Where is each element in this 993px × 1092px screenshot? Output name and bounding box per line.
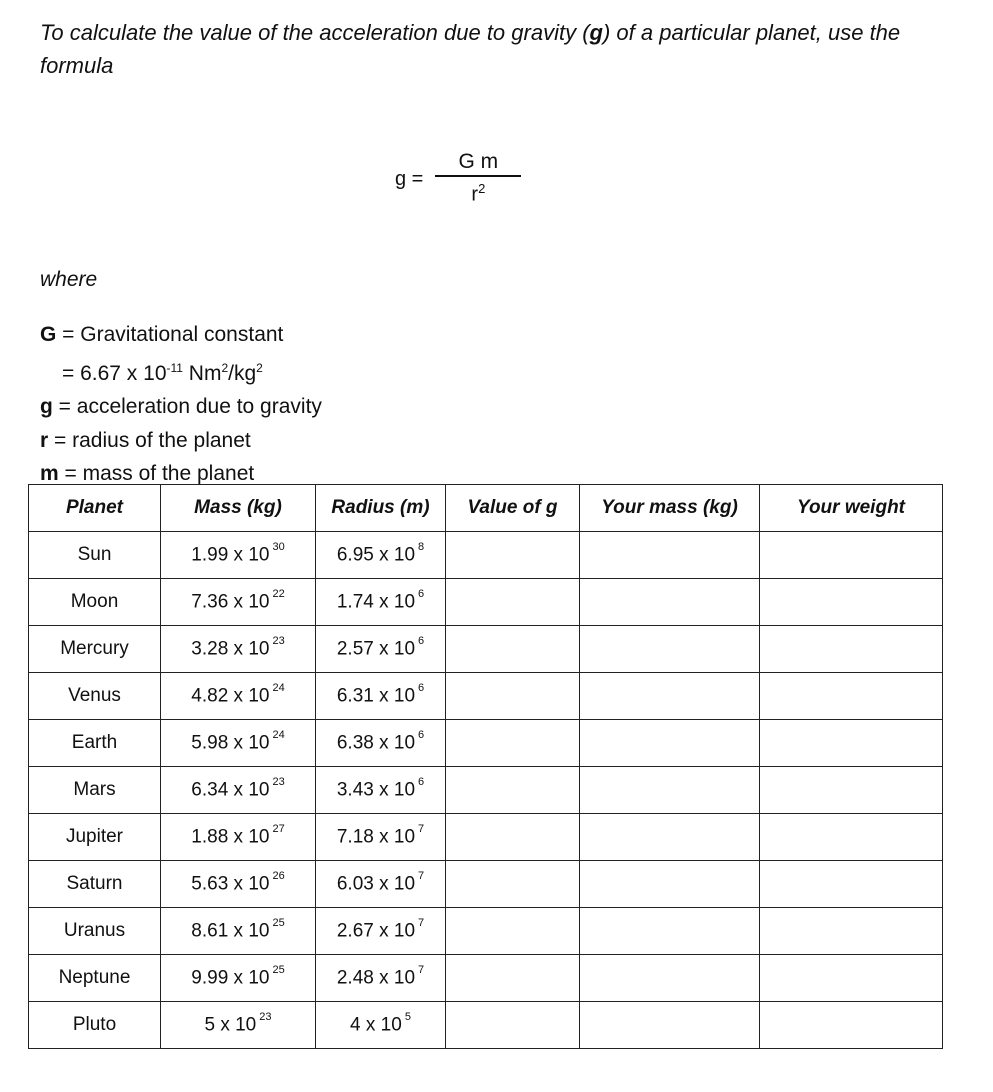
radius-exponent: 6 (418, 587, 425, 600)
g-value-prefix: = 6.67 x 10 (62, 361, 167, 385)
mass-cell (161, 1002, 316, 1049)
definition-g-text: = acceleration due to gravity (52, 395, 322, 418)
mass-exponent: 24 (272, 681, 285, 694)
your-weight-cell[interactable] (760, 955, 943, 1002)
radius-base: 4 x 10 (350, 1014, 402, 1036)
your-weight-cell[interactable] (760, 814, 943, 861)
planet-name: Pluto (72, 1014, 117, 1035)
mass-exponent: 30 (272, 540, 285, 553)
mass-base: 1.99 x 10 (191, 544, 270, 566)
your-weight-cell[interactable] (760, 908, 943, 955)
formula-denominator (471, 179, 485, 205)
radius-base: 2.67 x 10 (336, 920, 416, 942)
table-row (29, 626, 943, 673)
your-mass-cell[interactable] (580, 673, 760, 720)
value-of-g-cell[interactable] (446, 720, 580, 767)
radius-base: 7.18 x 10 (336, 826, 416, 848)
mass-cell (161, 767, 316, 814)
g-value-unit-a-exp: 2 (221, 360, 229, 375)
radius-base: 6.03 x 10 (336, 873, 416, 895)
radius-base: 2.57 x 10 (336, 638, 416, 660)
planet-name-cell (29, 908, 161, 955)
intro-text-after: ) of a particular planet, use the formula (40, 20, 901, 78)
mass-exponent: 26 (272, 869, 285, 882)
planet-name-cell (29, 861, 161, 908)
radius-exponent: 7 (418, 822, 425, 835)
symbol-r: r (40, 428, 49, 452)
definition-G-text: = Gravitational constant (56, 323, 284, 346)
where-label: where (40, 268, 98, 291)
radius-exponent: 7 (418, 869, 425, 882)
your-weight-cell[interactable] (760, 720, 943, 767)
mass-exponent: 23 (272, 634, 285, 647)
value-of-g-cell[interactable] (446, 955, 580, 1002)
value-of-g-cell[interactable] (446, 861, 580, 908)
radius-base: 6.31 x 10 (336, 685, 416, 707)
planet-name-cell (29, 579, 161, 626)
header-planet: Planet (29, 485, 161, 532)
mass-base: 8.61 x 10 (191, 920, 270, 942)
radius-cell (316, 955, 446, 1002)
mass-exponent: 23 (259, 1010, 272, 1023)
your-weight-cell[interactable] (760, 673, 943, 720)
intro-text-before: To calculate the value of the acceleration due to gravity ( (40, 20, 590, 45)
value-of-g-cell[interactable] (446, 908, 580, 955)
radius-base: 1.74 x 10 (336, 591, 416, 613)
table-row (29, 1002, 943, 1049)
table-row (29, 579, 943, 626)
mass-base: 5.63 x 10 (191, 873, 270, 895)
planet-name-cell (29, 767, 161, 814)
planet-name-cell (29, 955, 161, 1002)
your-mass-cell[interactable] (580, 532, 760, 579)
radius-exponent: 6 (418, 775, 425, 788)
g-value-unit-b-exp: 2 (256, 360, 263, 375)
symbol-m: m (40, 462, 59, 485)
radius-cell (316, 861, 446, 908)
planet-name: Moon (70, 591, 119, 612)
mass-cell (161, 720, 316, 767)
mass-base: 4.82 x 10 (191, 685, 270, 707)
mass-exponent: 24 (272, 728, 285, 741)
definition-G (40, 318, 322, 352)
mass-cell (161, 861, 316, 908)
formula-lhs: g = (395, 167, 424, 190)
radius-exponent: 6 (418, 681, 425, 694)
g-value-unit-b: /kg (228, 361, 257, 385)
planet-name: Mars (73, 779, 116, 800)
radius-cell (316, 908, 446, 955)
radius-cell (316, 1002, 446, 1049)
definition-m-text: = mass of the planet (58, 462, 255, 485)
g-value-unit-a: Nm (182, 361, 222, 385)
radius-exponent: 6 (418, 634, 425, 647)
your-mass-cell[interactable] (580, 861, 760, 908)
table-row (29, 767, 943, 814)
header-radius: Radius (m) (316, 485, 446, 532)
your-mass-cell[interactable] (580, 814, 760, 861)
your-weight-cell[interactable] (760, 767, 943, 814)
header-value-of-g: Value of g (446, 485, 580, 532)
table-row (29, 955, 943, 1002)
your-weight-cell[interactable] (760, 532, 943, 579)
your-weight-cell[interactable] (760, 626, 943, 673)
your-weight-cell[interactable] (760, 1002, 943, 1049)
mass-base: 3.28 x 10 (191, 638, 270, 660)
radius-exponent: 7 (418, 963, 425, 976)
your-mass-cell[interactable] (580, 1002, 760, 1049)
your-mass-cell[interactable] (580, 955, 760, 1002)
definition-r-text: = radius of the planet (48, 428, 251, 452)
radius-cell (316, 532, 446, 579)
radius-cell (316, 626, 446, 673)
radius-exponent: 5 (404, 1010, 411, 1023)
value-of-g-cell[interactable] (446, 767, 580, 814)
radius-cell (316, 673, 446, 720)
your-mass-cell[interactable] (580, 626, 760, 673)
value-of-g-cell[interactable] (446, 673, 580, 720)
definition-g (40, 390, 322, 424)
value-of-g-cell[interactable] (446, 532, 580, 579)
table-row (29, 720, 943, 767)
mass-cell (161, 532, 316, 579)
definition-G-value (40, 352, 322, 391)
mass-cell (161, 908, 316, 955)
value-of-g-cell[interactable] (446, 1002, 580, 1049)
g-value-exp: -11 (166, 360, 183, 375)
header-mass: Mass (kg) (161, 485, 316, 532)
planet-name: Sun (77, 544, 112, 565)
table-row (29, 532, 943, 579)
symbol-g: g (40, 395, 53, 418)
planet-name-cell (29, 626, 161, 673)
mass-base: 5 x 10 (204, 1014, 257, 1036)
value-of-g-cell[interactable] (446, 626, 580, 673)
planet-name-cell (29, 1002, 161, 1049)
mass-base: 1.88 x 10 (191, 826, 270, 848)
table-row (29, 908, 943, 955)
formula-numerator: G m (458, 150, 499, 173)
radius-base: 6.38 x 10 (336, 732, 416, 754)
planet-name-cell (29, 720, 161, 767)
planet-name: Uranus (63, 920, 126, 941)
header-your-weight: Your weight (760, 485, 943, 532)
mass-cell (161, 579, 316, 626)
mass-base: 6.34 x 10 (191, 779, 270, 801)
planet-name-cell (29, 673, 161, 720)
intro-paragraph (40, 16, 970, 82)
radius-cell (316, 814, 446, 861)
radius-cell (316, 720, 446, 767)
mass-cell (161, 955, 316, 1002)
mass-base: 5.98 x 10 (191, 732, 270, 754)
planet-name: Mercury (60, 638, 129, 659)
gravity-formula (395, 150, 521, 204)
radius-exponent: 6 (418, 728, 425, 741)
your-mass-cell[interactable] (580, 720, 760, 767)
mass-exponent: 23 (272, 775, 285, 788)
planet-name: Neptune (58, 967, 131, 988)
symbol-G: G (40, 323, 57, 346)
planet-name: Jupiter (65, 826, 124, 847)
denominator-exponent: 2 (478, 180, 486, 196)
table-header-row (29, 485, 943, 532)
formula-fraction (435, 150, 521, 204)
header-your-mass: Your mass (kg) (580, 485, 760, 532)
value-of-g-cell[interactable] (446, 814, 580, 861)
fraction-bar (435, 175, 521, 177)
definition-r (40, 424, 322, 458)
radius-cell (316, 579, 446, 626)
intro-bold-symbol: g (589, 20, 603, 45)
your-mass-cell[interactable] (580, 908, 760, 955)
mass-base: 7.36 x 10 (191, 591, 270, 613)
radius-exponent: 7 (418, 916, 425, 929)
your-mass-cell[interactable] (580, 767, 760, 814)
mass-exponent: 27 (272, 822, 285, 835)
table-row (29, 673, 943, 720)
radius-base: 2.48 x 10 (336, 967, 416, 989)
mass-base: 9.99 x 10 (191, 967, 270, 989)
denominator-base: r (471, 183, 479, 206)
planet-name: Venus (68, 685, 121, 706)
planet-name-cell (29, 532, 161, 579)
mass-cell (161, 673, 316, 720)
table-body (29, 532, 943, 1049)
mass-cell (161, 626, 316, 673)
planet-table (28, 484, 943, 1049)
mass-exponent: 22 (272, 587, 285, 600)
mass-cell (161, 814, 316, 861)
radius-cell (316, 767, 446, 814)
radius-base: 3.43 x 10 (336, 779, 416, 801)
your-weight-cell[interactable] (760, 579, 943, 626)
your-weight-cell[interactable] (760, 861, 943, 908)
value-of-g-cell[interactable] (446, 579, 580, 626)
definitions-list (40, 318, 322, 491)
planet-name-cell (29, 814, 161, 861)
planet-name: Earth (71, 732, 118, 753)
planet-name: Saturn (66, 873, 123, 894)
your-mass-cell[interactable] (580, 579, 760, 626)
table-row (29, 814, 943, 861)
table-row (29, 861, 943, 908)
radius-base: 6.95 x 10 (336, 544, 416, 566)
mass-exponent: 25 (272, 963, 285, 976)
mass-exponent: 25 (272, 916, 285, 929)
radius-exponent: 8 (418, 540, 425, 553)
